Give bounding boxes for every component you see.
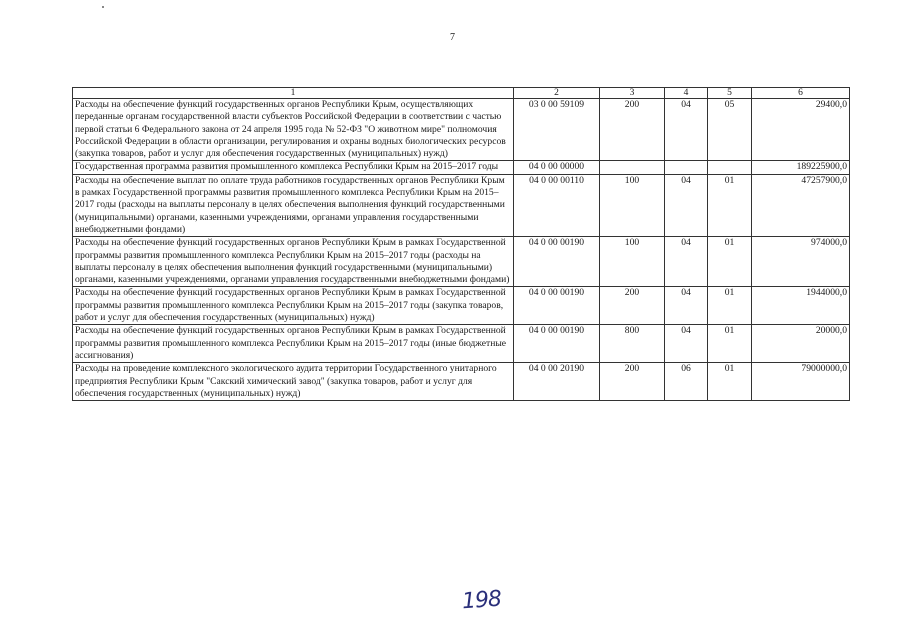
row-target-code: 04 0 00 00190 <box>514 287 600 325</box>
row-section: 04 <box>665 99 708 161</box>
header-col-1: 1 <box>73 88 514 99</box>
row-subsection: 01 <box>708 325 752 363</box>
row-description: Расходы на обеспечение функций государственных органов Республики Крым в рамках Государственной программы развития промышленного комплекса Республики Крым на 2015–2017 годы (закупка товаров, работ и услуг для обеспечения государственных (муниципальных) нужд) <box>73 287 514 325</box>
row-description: Расходы на проведение комплексного экологического аудита территории Государственного унитарного предприятия Республики Крым "Сакский химический завод" (закупка товаров, работ и услуг для обеспечения государственных (муниципальных) нужд) <box>73 363 514 401</box>
row-section <box>665 161 708 174</box>
row-section: 06 <box>665 363 708 401</box>
table-row <box>73 161 850 174</box>
row-expense-type <box>600 161 665 174</box>
row-description: Расходы на обеспечение выплат по оплате труда работников государственных органов Республики Крым в рамках Государственной программы развития промышленного комплекса Республики Крым на 2015–2017 годы (расходы на выплаты персоналу в целях обеспечения выполнения функций государственными (муниципальными) органами, казенными учреждениями, органами управления государственными внебюджетными фондами) <box>73 174 514 236</box>
row-description: Расходы на обеспечение функций государственных органов Республики Крым в рамках Государственной программы развития промышленного комплекса Республики Крым на 2015–2017 годы (расходы на выплаты персоналу в целях обеспечения выполнения функций государственными (муниципальными) органами, казенными учреждениями, органами управления государственными внебюджетными фондами) <box>73 237 514 287</box>
row-description: Расходы на обеспечение функций государственных органов Республики Крым, осуществляющих переданные органам государственной власти субъектов Российской Федерации в соответствии с частью первой статьи 6 Федерального закона от 24 апреля 1995 года № 52-ФЗ "О животном мире" полномочия Российской Федерации в области организации, регулирования и охраны водных биологических ресурсов (закупка товаров, работ и услуг для обеспечения государственных (муниципальных) нужд) <box>73 99 514 161</box>
page-number: 7 <box>450 32 455 43</box>
row-section: 04 <box>665 287 708 325</box>
row-expense-type: 200 <box>600 363 665 401</box>
row-subsection: 01 <box>708 174 752 236</box>
row-section: 04 <box>665 174 708 236</box>
row-subsection <box>708 161 752 174</box>
row-subsection: 01 <box>708 287 752 325</box>
row-target-code: 04 0 00 20190 <box>514 363 600 401</box>
handwritten-page-number: 198 <box>461 586 502 615</box>
row-amount: 189225900,0 <box>752 161 850 174</box>
row-target-code: 04 0 00 00110 <box>514 174 600 236</box>
row-expense-type: 200 <box>600 287 665 325</box>
row-subsection: 05 <box>708 99 752 161</box>
row-expense-type: 100 <box>600 237 665 287</box>
header-col-4: 4 <box>665 88 708 99</box>
header-col-3: 3 <box>600 88 665 99</box>
header-col-5: 5 <box>708 88 752 99</box>
row-subsection: 01 <box>708 237 752 287</box>
row-target-code: 03 0 00 59109 <box>514 99 600 161</box>
row-amount: 1944000,0 <box>752 287 850 325</box>
row-target-code: 04 0 00 00190 <box>514 325 600 363</box>
row-target-code: 04 0 00 00000 <box>514 161 600 174</box>
row-description: Государственная программа развития промышленного комплекса Республики Крым на 2015–2017 годы <box>73 161 514 174</box>
row-amount: 29400,0 <box>752 99 850 161</box>
row-subsection: 01 <box>708 363 752 401</box>
table-row <box>73 237 850 287</box>
table-row <box>73 99 850 161</box>
row-amount: 20000,0 <box>752 325 850 363</box>
row-amount: 79000000,0 <box>752 363 850 401</box>
header-col-2: 2 <box>514 88 600 99</box>
row-description: Расходы на обеспечение функций государственных органов Республики Крым в рамках Государственной программы развития промышленного комплекса Республики Крым на 2015–2017 годы (иные бюджетные ассигнования) <box>73 325 514 363</box>
row-expense-type: 100 <box>600 174 665 236</box>
table-row <box>73 287 850 325</box>
scan-speck <box>102 6 104 8</box>
row-amount: 974000,0 <box>752 237 850 287</box>
row-amount: 47257900,0 <box>752 174 850 236</box>
row-expense-type: 200 <box>600 99 665 161</box>
table-header-row <box>73 88 850 99</box>
table-row <box>73 325 850 363</box>
table-row <box>73 174 850 236</box>
row-target-code: 04 0 00 00190 <box>514 237 600 287</box>
table-row <box>73 363 850 401</box>
header-col-6: 6 <box>752 88 850 99</box>
row-expense-type: 800 <box>600 325 665 363</box>
row-section: 04 <box>665 237 708 287</box>
row-section: 04 <box>665 325 708 363</box>
budget-table <box>72 87 850 401</box>
